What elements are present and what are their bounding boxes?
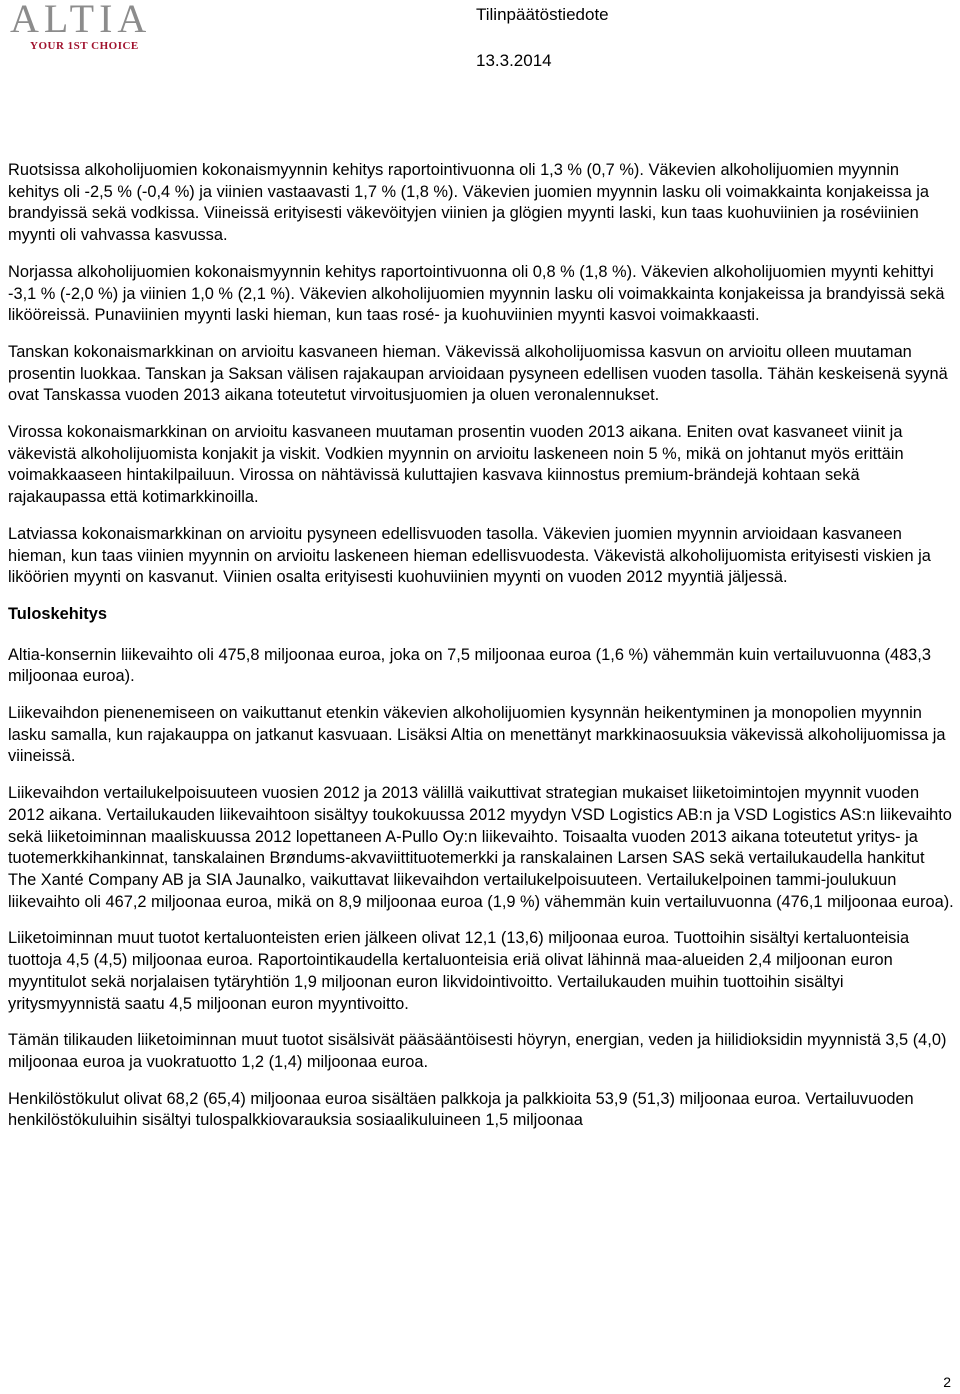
section-heading: Tuloskehitys [8, 604, 107, 623]
paragraph-latvia: Latviassa kokonaismarkkinan on arvioitu pysyneen edellisvuoden tasolla. Väkevien juomien myynnin arvioidaan kasvaneen hieman, kun taas viinien myynnin on arvioitu laskeneen hieman edellisvuodesta. Väkevistä alkoholijuomista erityisesti viskien ja liköörien myynti on kasvanut. Viinien osalta erityisesti kuohuviinien myynti on vuoden 2012 myyntiä jäljessä. [8, 524, 931, 587]
logo-wordmark: ALTIA [10, 0, 152, 41]
logo-tagline: YOUR 1ST CHOICE [30, 40, 139, 52]
page-number: 2 [943, 1374, 951, 1390]
paragraph-other-income: Liiketoiminnan muut tuotot kertaluonteisten erien jälkeen olivat 12,1 (13,6) miljoonaa euroa. Tuottoihin sisältyi kertaluonteisia tuottoja 4,5 (4,5) miljoonaa euroa. Raportointikaudella kertaluonteisia eriä olivat lähinnä maa-alueiden 2,4 miljoonan euron myyntitulot sekä norjalaisen tytäryhtiön 1,9 miljoonan euron likvidointivoitto. Vertailukauden muihin tuottoihin sisältyi yritysmyynnistä saatu 4,5 miljoonan euron myyntivoitto. [8, 929, 910, 1013]
paragraph-other-income-detail: Tämän tilikauden liiketoiminnan muut tuotot sisälsivät pääsääntöisesti höyryn, energian, veden ja hiilidioksidin myynnistä 3,5 (4,0) miljoonaa euroa ja vuokratuotto 1,2 (1,4) miljoonaa euroa. [8, 1031, 947, 1071]
paragraph-sweden: Ruotsissa alkoholijuomien kokonaismyynnin kehitys raportointivuonna oli 1,3 % (0,7 %). Väkevien alkoholijuomien myynnin kehitys oli -2,5 % (-0,4 %) ja viinien vastaavasti 1,7 % (1,8 %). Väkevien juomien myynnin lasku oli voimakkainta konjakeissa ja brandyissä sekä vodkissa. Viineissä erityisesti väkevöityjen viinien ja glögien myynti laski, kun taas kuohuviinien ja roséviinien myynti oli vahvassa kasvussa. [8, 161, 930, 245]
document-title: Tilinpäätöstiedote [476, 5, 609, 24]
paragraph-norway: Norjassa alkoholijuomien kokonaismyynnin kehitys raportointivuonna oli 0,8 % (1,8 %). Väkevien alkoholijuomien myynti kehittyi -3,1 % (-2,0 %) ja viinien 1,0 % (2,1 %). Väkevien alkoholijuomien myynnin lasku oli voimakkainta konjakeissa ja brandyissä sekä likööreissä. Punaviinien myynti laski hieman, kun taas rosé- ja kuohuviinien myynti kasvoi voimakkaasti. [8, 262, 945, 325]
document-body [8, 160, 954, 1147]
paragraph-net-sales-decline: Liikevaihdon pienenemiseen on vaikuttanut etenkin väkevien alkoholijuomien kysynnän heikentyminen ja monopolien myynnin lasku samalla, kun rajakauppa on jatkanut kasvuaan. Lisäksi Altia on menettänyt markkinaosuuksia väkevissä alkoholijuomissa ja viineissä. [8, 704, 946, 766]
altia-logo [8, 0, 173, 56]
paragraph-net-sales: Altia-konsernin liikevaihto oli 475,8 miljoonaa euroa, joka on 7,5 miljoonaa euroa (1,6 %) vähemmän kuin vertailuvuonna (483,3 miljoonaa euroa). [8, 645, 931, 686]
paragraph-estonia: Virossa kokonaismarkkinan on arvioitu kasvaneen muutaman prosentin vuoden 2013 aikana. Eniten ovat kasvaneet viinit ja väkevistä alkoholijuomista konjakit ja viskit. Vodkien myynnin on arvioitu laskeneen noin 5 %, mikä on johtanut myös erittäin voimakkaaseen hintakilpailuun. Virossa on nähtävissä kuluttajien kasvava kiinnostus premium-brändejä kohtaan sekä rajakaupassa että kotimarkkinoilla. [8, 423, 904, 507]
document-date: 13.3.2014 [476, 51, 552, 70]
paragraph-personnel-expenses: Henkilöstökulut olivat 68,2 (65,4) miljoonaa euroa sisältäen palkkoja ja palkkioita 53,9 (51,3) miljoonaa euroa. Vertailuvuoden henkilöstökuluihin sisältyi tulospalkkiovarauksia sosiaalikuluineen 1,5 miljoonaa [8, 1089, 914, 1130]
paragraph-denmark: Tanskan kokonaismarkkinan on arvioitu kasvaneen hieman. Väkevissä alkoholijuomissa kasvun on arvioitu olleen muutaman prosentin luokkaa. Tanskan ja Saksan välisen rajakaupan arvioidaan pysyneen edellisen vuoden tasolla. Tähän keskeisenä syynä ovat Tanskassa vuoden 2013 aikana toteutetut virvoitusjuomien ja oluen veronalennukset. [8, 342, 948, 405]
paragraph-comparability: Liikevaihdon vertailukelpoisuuteen vuosien 2012 ja 2013 välillä vaikuttivat strategian mukaiset liiketoimintojen myynnit vuoden 2012 aikana. Vertailukauden liikevaihtoon sisältyy toukokuussa 2012 myydyn VSD Logistics AB:n ja VSD Logistics AS:n liikevaihto sekä liiketoiminnan maaliskuussa 2012 lopettaneen A-Pullo Oy:n liikevaihto. Toisaalta vuoden 2013 aikana toteutetut yritys- ja tuotemerkkihankinnat, tanskalainen Brøndums-akvaviittituotemerkki ja ranskalainen Larsen SAS sekä vertailukaudella hankitut The Xanté Company AB ja SIA Jaunalko, vaikuttavat liikevaihdon vertailukelpoisuuteen. Vertailukelpoinen tammi-joulukuun liikevaihto oli 467,2 miljoonaa euroa, mikä on 8,9 miljoonaa euroa (1,9 %) vähemmän kuin vertailuvuonna (476,1 miljoonaa euroa). [8, 784, 954, 911]
